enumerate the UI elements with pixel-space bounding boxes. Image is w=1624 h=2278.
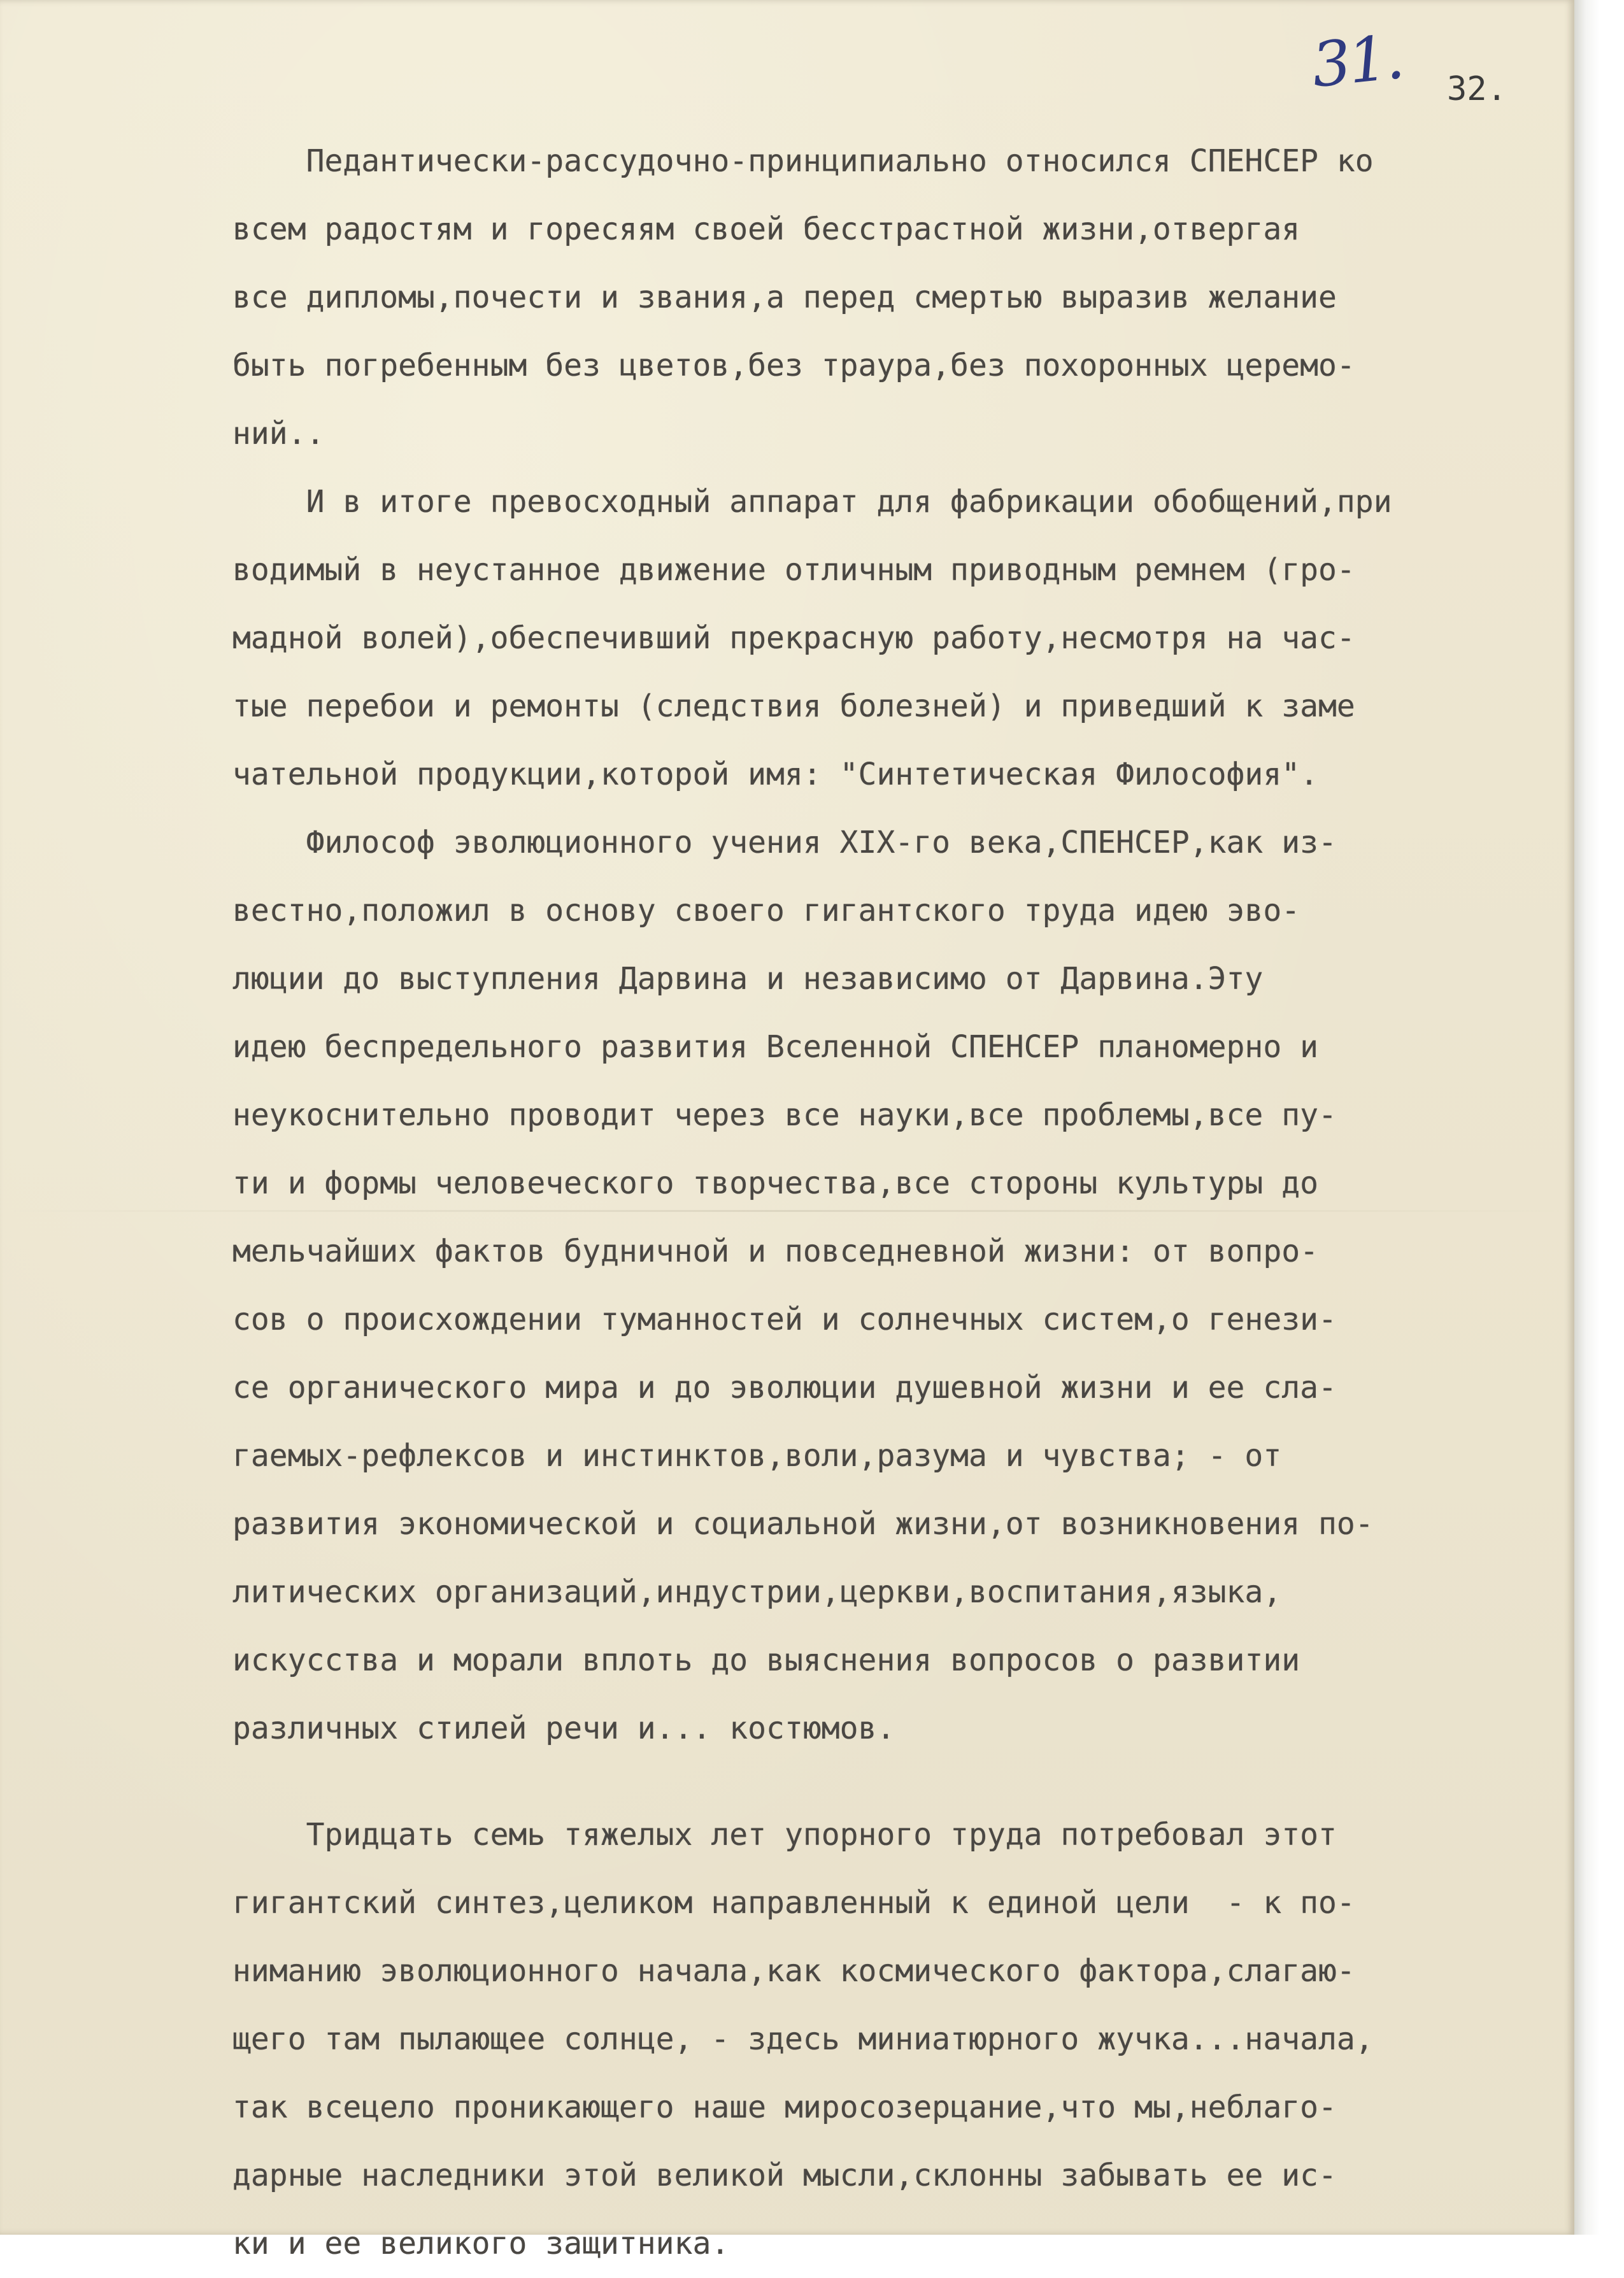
text-line: ти и формы человеческого творчества,все стороны культуры до <box>232 1165 1319 1201</box>
text-line: все дипломы,почести и звания,а перед смертью выразив желание <box>232 280 1337 315</box>
paragraph-1 <box>232 127 1557 468</box>
text-line: И в итоге превосходный аппарат для фабрикации обобщений,при <box>232 484 1392 520</box>
text-line: идею беспредельного развития Вселенной СПЕНСЕР планомерно и <box>232 1029 1319 1065</box>
typed-text-body <box>232 127 1557 2278</box>
text-line: всем радостям и горесяям своей бесстрастной жизни,отвергая <box>232 211 1300 247</box>
text-line: люции до выступления Дарвина и независимо от Дарвина.Эту <box>232 961 1264 997</box>
text-line: вестно,положил в основу своего гигантского труда идею эво- <box>232 893 1300 929</box>
text-line: быть погребенным без цветов,без траура,без похоронных церемо- <box>232 348 1355 383</box>
scan-background-edge <box>1574 0 1624 2235</box>
text-line: Тридцать семь тяжелых лет упорного труда потребовал этот <box>232 1817 1337 1853</box>
text-line: ний.. <box>232 416 325 452</box>
paragraph-4 <box>232 1801 1557 2278</box>
text-line: мадной волей),обеспечивший прекрасную работу,несмотря на час- <box>232 620 1355 656</box>
text-line: водимый в неустанное движение отличным приводным ремнем (гро- <box>232 552 1355 588</box>
text-line: чательной продукции,которой имя: "Синтетическая Философия". <box>232 757 1319 792</box>
text-line: неукоснительно проводит через все науки,все проблемы,все пу- <box>232 1097 1337 1133</box>
paragraph-3 <box>232 809 1557 1763</box>
text-line: мельчайших фактов будничной и повседневной жизни: от вопро- <box>232 1234 1319 1269</box>
paragraph-2 <box>232 468 1557 809</box>
text-line: Философ эволюционного учения XIX-го века,СПЕНСЕР,как из- <box>232 825 1337 860</box>
text-line: се органического мира и до эволюции душевной жизни и ее сла- <box>232 1370 1337 1406</box>
text-line: тые перебои и ремонты (следствия болезней) и приведший к заме <box>232 688 1355 724</box>
text-line: ки и ее великого защитника. <box>232 2226 730 2261</box>
text-line: развития экономической и социальной жизни,от возникновения по- <box>232 1506 1374 1542</box>
text-line: гаемых-рефлексов и инстинктов,воли,разума и чувства; - от <box>232 1438 1282 1474</box>
text-line: различных стилей речи и... костюмов. <box>232 1711 895 1746</box>
text-line: щего там пылающее солнце, - здесь миниатюрного жучка...начала, <box>232 2021 1374 2057</box>
text-line: гигантский синтез,целиком направленный к единой цели - к по- <box>232 1885 1355 1921</box>
archive-page-mark: 31. <box>1308 20 1406 102</box>
text-line: Педантически-рассудочно-принципиально относился СПЕНСЕР ко <box>232 143 1374 179</box>
text-line: сов о происхождении туманностей и солнечных систем,о генези- <box>232 1302 1337 1337</box>
paragraph-spacer <box>232 1763 1557 1801</box>
page-number: 32. <box>1447 70 1507 108</box>
text-line: ниманию эволюционного начала,как космического фактора,слагаю- <box>232 1953 1355 1989</box>
text-line: так всецело проникающего наше миросозерцание,что мы,неблаго- <box>232 2089 1337 2125</box>
text-line: искусства и морали вплоть до выяснения вопросов о развитии <box>232 1642 1300 1678</box>
text-line: дарные наследники этой великой мысли,склонны забывать ее ис- <box>232 2158 1337 2193</box>
text-line: литических организаций,индустрии,церкви,воспитания,языка, <box>232 1574 1282 1610</box>
